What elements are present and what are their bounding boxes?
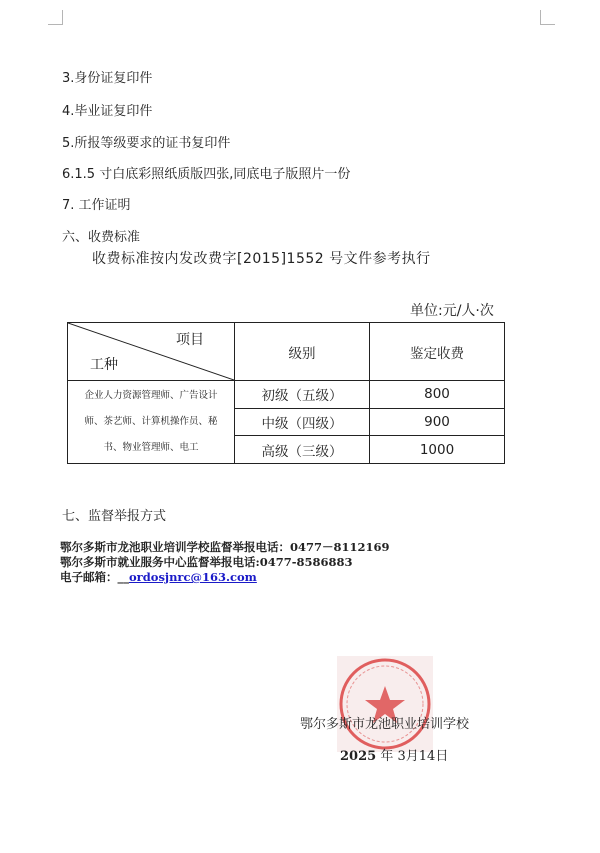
- crop-mark-top-left: [48, 10, 63, 25]
- signature-date: [340, 745, 448, 764]
- job-types-line: 企业人力资源管理师、广告设计: [84, 390, 218, 401]
- item-4: 4.毕业证复印件: [62, 104, 153, 119]
- header-job-type: 工种: [90, 357, 118, 373]
- fee-cell: 1000: [370, 436, 505, 464]
- report-line-center: 鄂尔多斯市就业服务中心监督举报电话:0477-8586883: [60, 555, 353, 569]
- unit-label: 单位:元/人·次: [410, 303, 494, 319]
- date-year: 2025: [340, 749, 377, 764]
- fee-basis: 收费标准按内发改费字[2015]1552 号文件参考执行: [92, 251, 431, 267]
- header-level: 级别: [235, 323, 370, 381]
- job-types-line: 师、茶艺师、计算机操作员、秘: [84, 416, 218, 427]
- job-types-cell: [68, 381, 235, 464]
- item-6: 6.1.5 寸白底彩照纸质版四张,同底电子版照片一份: [62, 167, 351, 182]
- header-project: 项目: [176, 332, 204, 348]
- job-types-line: 书、物业管理师、电工: [103, 442, 199, 453]
- date-year-unit: 年: [380, 749, 394, 764]
- item-3: 3.身份证复印件: [62, 71, 153, 86]
- date-month: 3: [397, 749, 406, 764]
- diagonal-header-cell: [68, 323, 235, 381]
- fee-cell: 900: [370, 408, 505, 436]
- email-label: 电子邮箱：__: [60, 570, 129, 584]
- section7-heading: 七、监督举报方式: [62, 509, 167, 524]
- date-day: 14: [418, 749, 436, 764]
- report-line-school: 鄂尔多斯市龙池职业培训学校监督举报电话：0477－8112169: [60, 540, 390, 554]
- level-cell: 高级（三级）: [235, 436, 370, 464]
- email-link[interactable]: ordosjnrc@163.com: [129, 570, 257, 584]
- signature-school: 鄂尔多斯市龙池职业培训学校: [300, 717, 470, 732]
- official-seal: [337, 656, 433, 752]
- header-fee: 鉴定收费: [370, 323, 505, 381]
- item-7: 7. 工作证明: [62, 198, 131, 213]
- fee-table: [67, 322, 505, 464]
- level-cell: 中级（四级）: [235, 408, 370, 436]
- fee-cell: 800: [370, 381, 505, 409]
- section6-heading: 六、收费标准: [62, 230, 141, 245]
- email-line: [60, 569, 257, 585]
- date-month-unit: 月: [405, 749, 419, 764]
- level-cell: 初级（五级）: [235, 381, 370, 409]
- date-day-unit: 日: [435, 749, 449, 764]
- crop-mark-top-right: [540, 10, 555, 25]
- item-5: 5.所报等级要求的证书复印件: [62, 136, 231, 151]
